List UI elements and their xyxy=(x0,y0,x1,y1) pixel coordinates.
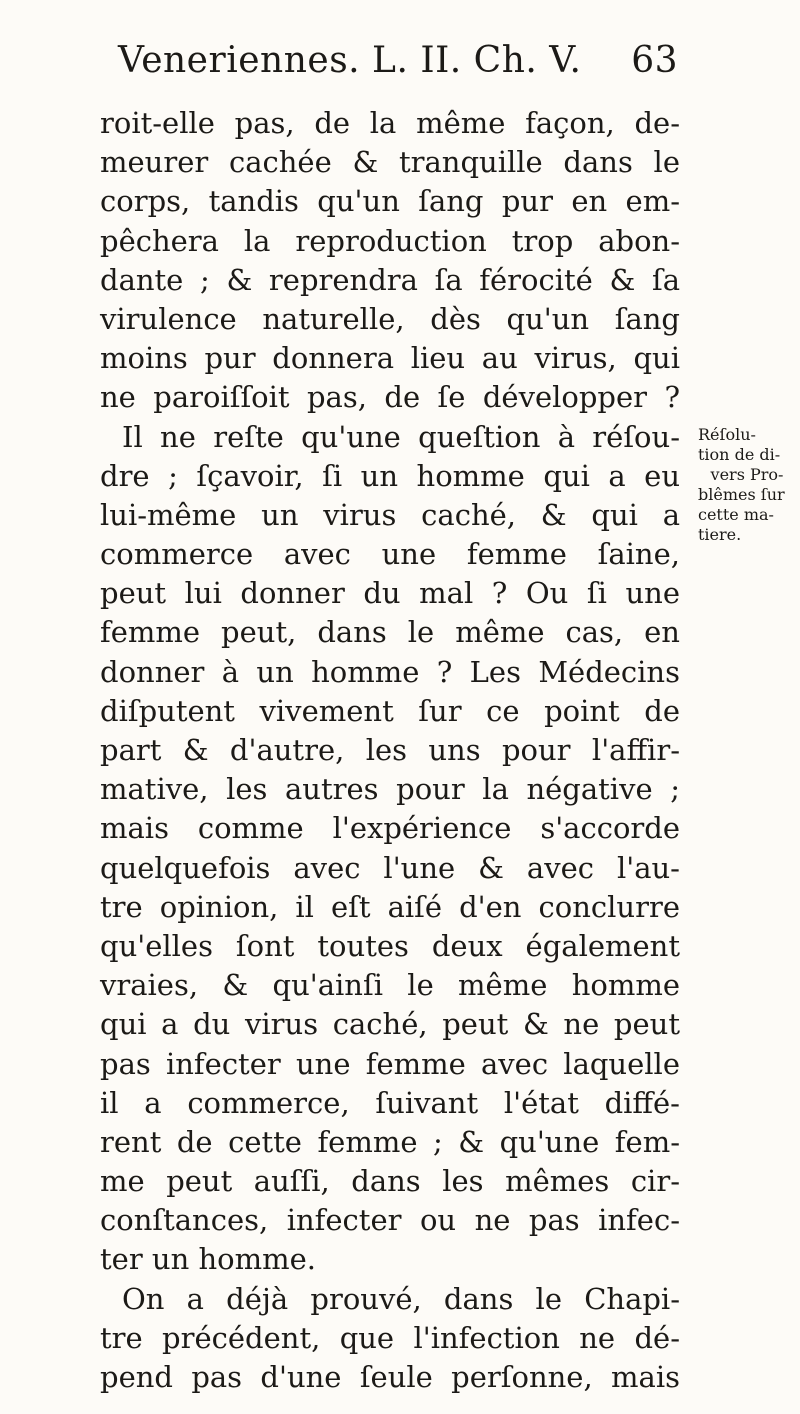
body-text xyxy=(100,104,680,1397)
text-line: mative, les autres pour la négative ; xyxy=(100,772,680,807)
text-line: lui-même un virus caché, & qui a xyxy=(100,497,680,532)
text-line: il a commerce, ſuivant l'état diffé- xyxy=(100,1085,680,1120)
text-line: Il ne reſte qu'une queſtion à réſou- xyxy=(122,419,680,454)
text-line: qui a du virus caché, peut & ne peut xyxy=(100,1007,680,1042)
margin-note-line: blêmes ſur xyxy=(698,485,785,504)
text-line: femme peut, dans le même cas, en xyxy=(100,615,680,650)
text-line: conſtances, infecter ou ne pas infec- xyxy=(100,1203,680,1238)
text-line: mais comme l'expérience s'accorde xyxy=(100,811,680,846)
running-title: Veneriennes. L. II. Ch. V. xyxy=(118,40,582,81)
text-line: dre ; ſçavoir, ſi un homme qui a eu xyxy=(100,458,680,493)
text-line: diſputent vivement ſur ce point de xyxy=(100,693,680,728)
text-line: On a déjà prouvé, dans le Chapi- xyxy=(122,1281,680,1316)
text-line: corps, tandis qu'un ſang pur en em- xyxy=(100,184,680,219)
text-line: virulence naturelle, dès qu'un ſang xyxy=(100,301,680,336)
running-head xyxy=(118,40,678,100)
margin-note-line: tiere. xyxy=(698,525,742,544)
text-line: pas infecter une femme avec laquelle xyxy=(100,1046,680,1081)
text-line: quelquefois avec l'une & avec l'au- xyxy=(100,850,680,885)
text-line: commerce avec une femme ſaine, xyxy=(100,537,680,572)
text-line: part & d'autre, les uns pour l'affir- xyxy=(100,733,680,767)
text-line: rent de cette femme ; & qu'une fem- xyxy=(100,1124,680,1159)
page-number: 63 xyxy=(631,40,678,81)
text-line: ter un homme. xyxy=(100,1242,316,1277)
text-line: pêchera la reproduction trop abon- xyxy=(100,223,680,258)
text-line: moins pur donnera lieu au virus, qui xyxy=(100,341,680,376)
text-line: me peut auſſi, dans les mêmes cir- xyxy=(100,1164,680,1199)
margin-note xyxy=(698,425,796,545)
margin-note-line: Réſolu- xyxy=(698,425,756,444)
text-line: meurer cachée & tranquille dans le xyxy=(100,145,680,180)
text-line: qu'elles ſont toutes deux également xyxy=(100,928,680,963)
text-line: donner à un homme ? Les Médecins xyxy=(100,654,680,689)
text-line: vraies, & qu'ainſi le même homme xyxy=(100,968,680,1003)
text-line: tre précédent, que l'infection ne dé- xyxy=(100,1320,680,1355)
margin-note-line: vers Pro- xyxy=(710,465,784,484)
text-line: pend pas d'une ſeule perſonne, mais xyxy=(100,1360,680,1394)
text-line: ne paroiſſoit pas, de ſe développer ? xyxy=(100,380,680,415)
text-line: dante ; & reprendra ſa férocité & ſa xyxy=(100,262,680,297)
text-line: tre opinion, il eſt aiſé d'en conclurre xyxy=(100,889,680,924)
text-line: roit-elle pas, de la même façon, de- xyxy=(100,106,680,140)
margin-note-line: cette ma- xyxy=(698,505,774,524)
margin-note-line: tion de di- xyxy=(698,445,781,464)
text-line: peut lui donner du mal ? Ou ſi une xyxy=(100,576,680,611)
